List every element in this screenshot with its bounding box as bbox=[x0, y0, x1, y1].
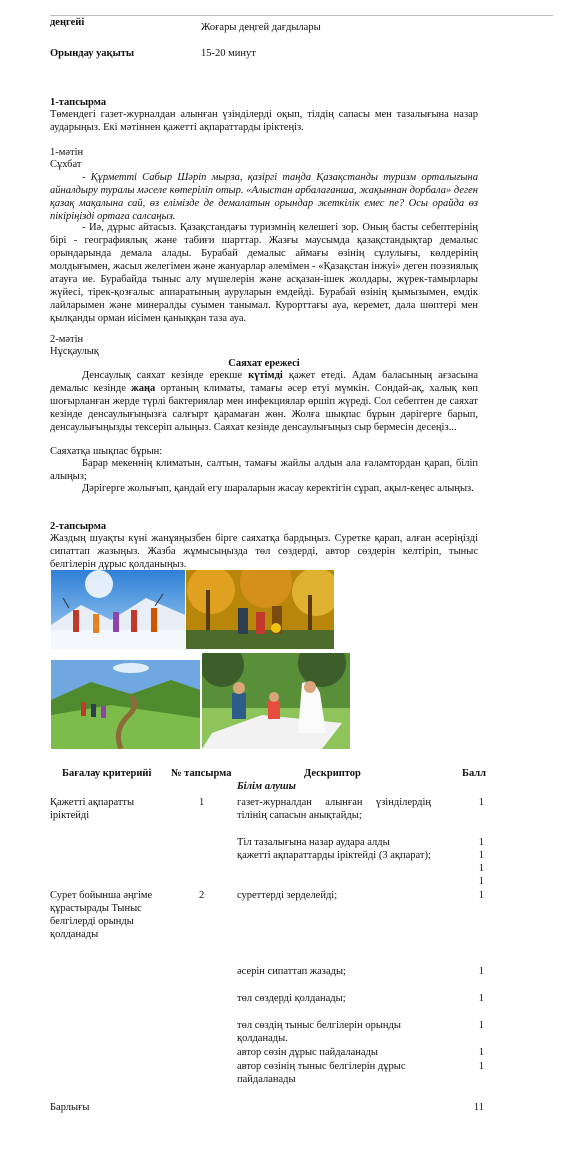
level-label: деңгейі bbox=[50, 17, 85, 28]
snow-mountain-skiers-photo bbox=[51, 570, 185, 649]
task-number-1: 1 bbox=[199, 797, 205, 808]
table-header-task-no: № тапсырма bbox=[171, 768, 232, 779]
rule-item-1: Барар мекеннің климатын, салтын, тамағы жайлы алдын ала ғаламтордан қарап, біліп алыңыз; bbox=[50, 458, 478, 482]
mountain-hiking-photo bbox=[51, 660, 200, 749]
score-8: 1 bbox=[478, 1047, 484, 1058]
before-trip-label: Саяхатқа шықпас бұрын: bbox=[50, 446, 163, 457]
total-value: 11 bbox=[473, 1102, 484, 1113]
score-extra-2: 1 bbox=[478, 876, 484, 887]
descriptor-4: суреттерді зерделейді; bbox=[237, 890, 338, 901]
descriptor-9: автор сөзінің тыныс белгілерін дұрыс пайдаланады bbox=[237, 1061, 406, 1085]
score-2: 1 bbox=[478, 837, 484, 848]
score-6: 1 bbox=[478, 993, 484, 1004]
total-label: Барлығы bbox=[50, 1102, 90, 1113]
autumn-family-photo bbox=[186, 570, 334, 649]
task2-instruction: Жаздың шуақты күні жанұяңызбен бірге саяхатқа бардыңыз. Суретке қарап, алған әсеріңізді сипаттап жазыңыз. Жазба жұмысыңызда төл сөздерді, автор сөздерін келтіріп, тыныс белгілерін дұрыс қолданыңыз. bbox=[50, 533, 478, 570]
text2-type: Нұсқаулық bbox=[50, 346, 99, 357]
score-9: 1 bbox=[478, 1061, 484, 1072]
level-value: Жоғары деңгей дағдылары bbox=[201, 22, 321, 33]
table-header-score: Балл bbox=[462, 768, 487, 779]
score-3: 1 bbox=[478, 850, 484, 861]
descriptor-7: төл сөздің тыныс белгілерін орынды қолданады. bbox=[237, 1020, 401, 1044]
table-header-descriptor: Дескриптор bbox=[304, 768, 361, 779]
descriptor-6: төл сөздерді қолданады; bbox=[237, 993, 346, 1004]
text1-type: Сұхбат bbox=[50, 159, 82, 170]
family-picnic-photo bbox=[202, 653, 350, 749]
interview-question: - Құрметті Сабыр Шәріп мырза, қазіргі таңда Қазақстанды туризм орталығына айналдыру туралы мәселе көтеріліп отыр. «Алыстан арбалағанша, жақыннан дорбала» деген қазақ мақалына сай, өз елімізде де демалатын орындар жеткілік емес пе? Осы орайда өз пікіріңізді ортаға салсаңыз. bbox=[50, 172, 478, 222]
task2-title: 2-тапсырма bbox=[50, 521, 107, 532]
top-border-line bbox=[50, 15, 553, 16]
score-7: 1 bbox=[478, 1020, 484, 1031]
interview-answer: - Иә, дұрыс айтасыз. Қазақстандағы туризмнің келешегі зор. Оның басты себептерінің бірі - географиялық және табиғи шарттар. Жазғы маусымда қазақстандықтар демалыс орындарында демала алады. Бурабай демалыс аймағы өзінің сұлулығы, көлдерінің молдығымен, жасыл желегімен және жануарлар әлемімен - «Қазақстан інжуі» деген поэзиялық атауға ие. Бурабайда тыныс алу мүшелерін және асқазан-ішек жолдары, жүрек-тамырлары жүйесі, тірек-қозғалыс аппаратының ауруларын емдейді. Бурабай өзінің қымызымен, емдік лайларымен және минералды суымен танымал. Курорттағы ауа, керемет, дала шөптері мен қылқанды орман иісімен қаныққан таза ауа. bbox=[50, 222, 478, 324]
rules-heading: Саяхат ережесі bbox=[228, 358, 300, 369]
score-extra-1: 1 bbox=[478, 863, 484, 874]
time-label: Орындау уақыты bbox=[50, 48, 135, 59]
table-header-criterion: Бағалау критерийі bbox=[62, 768, 152, 779]
descriptor-5: әсерін сипаттап жазады; bbox=[237, 966, 346, 977]
time-value: 15-20 минут bbox=[201, 48, 256, 59]
descriptor-2: Тіл тазалығына назар аудара алды bbox=[237, 837, 390, 848]
criterion-2: Сурет бойынша әңгіме құрастырады Тыныс белгілерді орынды қолданады bbox=[50, 890, 153, 940]
score-4: 1 bbox=[478, 890, 484, 901]
score-1: 1 bbox=[478, 797, 484, 808]
score-5: 1 bbox=[478, 966, 484, 977]
text2-label: 2-мәтін bbox=[50, 334, 84, 345]
descriptor-1: газет-журналдан алынған үзінділердің тілінің сапасын анықтайды; bbox=[237, 797, 431, 821]
rule-item-2: Дәрігерге жолығып, қандай егу шараларын жасау керектігін сұрап, ақыл-кеңес алыңыз. bbox=[82, 483, 474, 494]
criterion-1: Қажетті ақпаратты іріктейді bbox=[50, 797, 135, 821]
table-subheader: Білім алушы bbox=[237, 781, 296, 792]
task1-instruction: Төмендегі газет-журналдан алынған үзінділерді оқып, тілдің сапасы мен тазалығына назар аударыңыз. Екі мәтіннен қажетті ақпараттарды іріктеңіз. bbox=[50, 109, 478, 133]
text1-label: 1-мәтін bbox=[50, 147, 84, 158]
task1-title: 1-тапсырма bbox=[50, 97, 107, 108]
task-number-2: 2 bbox=[199, 890, 205, 901]
descriptor-3: қажетті ақпараттарды іріктейді (3 ақпарат); bbox=[237, 850, 431, 861]
rules-paragraph: Денсаулық саяхат кезінде ерекше күтімді қажет етеді. Адам баласының ағзасына демалыс кезінде жаңа ортаның климаты, тамағы әсер етуі мүмкін. Сондай-ақ, халық көп шоғырланған жерде түрлі бактериялар мен инфекциялар өршіп жүреді. Сол себептен де саяхат кезінде денсаулығыңызға салғырт қарамаған жөн. Жолға шықпас бұрын дәрігерге барып, денсаулығыңызды тексеріп алыңыз. Саяхат кезінде денсаулығыңыз сыр бермесін десеңіз... bbox=[50, 370, 478, 433]
descriptor-8: автор сөзін дұрыс пайдаланады bbox=[237, 1047, 378, 1058]
